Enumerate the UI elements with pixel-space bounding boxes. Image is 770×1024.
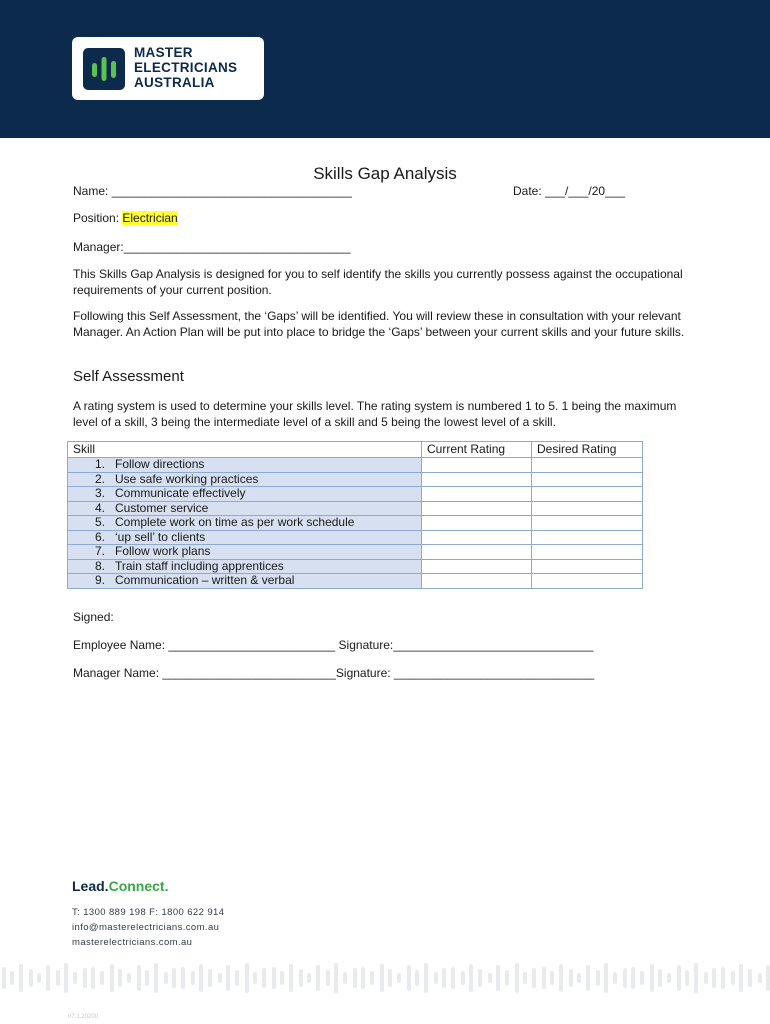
pattern-bar: [29, 969, 33, 987]
footer-bar-pattern: [0, 960, 770, 996]
desired-rating-cell[interactable]: [532, 472, 643, 487]
skill-cell: [68, 501, 422, 516]
position-value[interactable]: Electrician: [122, 211, 178, 225]
employee-signature-line[interactable]: Employee Name: _________________________ Signature:______________________________: [73, 638, 594, 652]
skill-cell: [68, 472, 422, 487]
pattern-bar: [451, 967, 455, 989]
table-row: [68, 530, 643, 545]
skills-table: [67, 441, 643, 589]
pattern-bar: [461, 971, 465, 985]
pattern-bar: [407, 965, 411, 991]
pattern-bar: [542, 967, 546, 989]
table-header-row: [68, 442, 643, 458]
pattern-bar: [245, 963, 249, 993]
pattern-bar: [73, 972, 77, 984]
pattern-bar: [307, 973, 311, 983]
pattern-bar: [343, 972, 347, 984]
pattern-bar: [569, 969, 573, 987]
pattern-bar: [145, 970, 149, 986]
gaps-paragraph: Following this Self Assessment, the ‘Gaps’ will be identified. You will review these in consultation with your relevant Manager. An Action Plan will be put into place to bridge the ‘Gaps’ between your current skills and your future skills.: [73, 309, 685, 339]
pattern-bar: [586, 965, 590, 991]
pattern-bar: [83, 968, 87, 988]
rating-paragraph: A rating system is used to determine your skills level. The rating system is numbered 1 to 5. 1 being the maximum level of a skill, 3 being the intermediate level of a skill and 5 being the lowest level of a skill.: [73, 399, 677, 429]
desired-rating-cell[interactable]: [532, 545, 643, 560]
pattern-bar: [397, 973, 401, 983]
pattern-bar: [218, 973, 222, 983]
current-rating-cell[interactable]: [422, 501, 532, 516]
pattern-bar: [37, 973, 41, 983]
pattern-bar: [2, 967, 6, 989]
pattern-bar: [469, 964, 473, 992]
current-rating-cell[interactable]: [422, 516, 532, 531]
skill-number: 5.: [94, 515, 105, 529]
current-rating-cell[interactable]: [422, 545, 532, 560]
pattern-bar: [505, 970, 509, 986]
pattern-bar: [415, 970, 419, 986]
pattern-bar: [46, 965, 50, 991]
pattern-bar: [127, 973, 131, 983]
logo-line-2: ELECTRICIANS: [134, 60, 238, 75]
logo-line-1: MASTER: [134, 45, 193, 60]
current-rating-cell[interactable]: [422, 472, 532, 487]
pattern-bar: [235, 970, 239, 986]
pattern-bar: [56, 970, 60, 986]
contact-email[interactable]: info@masterelectricians.com.au: [72, 922, 220, 933]
pattern-bar: [299, 969, 303, 987]
pattern-bar: [289, 964, 293, 992]
footer-tagline: [72, 878, 168, 894]
pattern-bar: [262, 968, 266, 988]
pattern-bar: [361, 967, 365, 989]
pattern-bar: [137, 965, 141, 991]
document-title: Skills Gap Analysis: [313, 164, 457, 183]
pattern-bar: [623, 968, 627, 988]
current-rating-cell[interactable]: [422, 530, 532, 545]
document-code: 07.1.20200: [68, 1014, 99, 1020]
desired-rating-column-header: Desired Rating: [532, 442, 643, 458]
skill-label: Communicate effectively: [115, 486, 246, 500]
skill-number: 8.: [94, 559, 105, 573]
pattern-bar: [721, 967, 725, 989]
signed-label: Signed:: [73, 610, 114, 624]
pattern-bar: [326, 970, 330, 986]
pattern-bar: [577, 973, 581, 983]
pattern-bar: [748, 969, 752, 987]
pattern-bar: [685, 970, 689, 986]
pattern-bar: [164, 972, 168, 984]
pattern-bar: [19, 964, 23, 992]
tagline-connect: Connect.: [108, 878, 169, 894]
logo-line-3: AUSTRALIA: [134, 75, 215, 90]
pattern-bar: [10, 971, 14, 985]
company-logo[interactable]: [72, 37, 264, 100]
current-rating-cell[interactable]: [422, 487, 532, 502]
skill-cell: [68, 545, 422, 560]
skill-number: 3.: [94, 486, 105, 500]
desired-rating-cell[interactable]: [532, 501, 643, 516]
pattern-bar: [731, 971, 735, 985]
pattern-bar: [704, 972, 708, 984]
table-row: [68, 487, 643, 502]
pattern-bar: [334, 963, 338, 993]
skill-label: Train staff including apprentices: [115, 559, 284, 573]
pattern-bar: [604, 963, 608, 993]
pattern-bar: [172, 968, 176, 988]
pattern-bar: [64, 963, 68, 993]
date-field[interactable]: Date: ___/___/20___: [513, 184, 626, 198]
table-row: [68, 472, 643, 487]
pattern-bar: [380, 964, 384, 992]
skill-number: 4.: [94, 501, 105, 515]
pattern-bar: [388, 969, 392, 987]
pattern-bar: [640, 971, 644, 985]
desired-rating-cell[interactable]: [532, 530, 643, 545]
current-rating-cell[interactable]: [422, 458, 532, 473]
name-field[interactable]: Name: ____________________________________: [73, 184, 352, 198]
pattern-bar: [488, 973, 492, 983]
pattern-bar: [181, 967, 185, 989]
skill-label: Follow directions: [115, 457, 205, 471]
header-band: [0, 0, 770, 138]
skill-label: Communication – written & verbal: [115, 573, 295, 587]
manager-signature-line[interactable]: Manager Name: __________________________Signature: ______________________________: [73, 666, 595, 680]
skill-column-header: Skill: [68, 442, 422, 458]
desired-rating-cell[interactable]: [532, 487, 643, 502]
pattern-bar: [694, 963, 698, 993]
contact-phone: T: 1300 889 198 F: 1800 622 914: [72, 907, 225, 918]
skill-cell: [68, 574, 422, 589]
logo-wordmark: [134, 45, 237, 90]
skill-cell: [68, 487, 422, 502]
skill-cell: [68, 458, 422, 473]
self-assessment-heading: Self Assessment: [73, 368, 184, 385]
pattern-bar: [424, 963, 428, 993]
pattern-bar: [110, 964, 114, 992]
intro-paragraph: This Skills Gap Analysis is designed for you to self identify the skills you currently possess against the occupational requirements of your current position.: [73, 267, 683, 297]
manager-field[interactable]: Manager:__________________________________: [73, 240, 351, 254]
skill-number: 7.: [94, 544, 105, 558]
pattern-bar: [91, 967, 95, 989]
tagline-lead: Lead.: [72, 878, 109, 894]
skill-number: 9.: [94, 573, 105, 587]
desired-rating-cell[interactable]: [532, 516, 643, 531]
pattern-bar: [677, 965, 681, 991]
skill-number: 2.: [94, 472, 105, 486]
table-row: [68, 574, 643, 589]
position-field: [73, 211, 178, 225]
skill-label: ‘up sell’ to clients: [115, 530, 206, 544]
pattern-bar: [613, 972, 617, 984]
desired-rating-cell[interactable]: [532, 559, 643, 574]
current-rating-cell[interactable]: [422, 574, 532, 589]
position-label: Position:: [73, 211, 123, 225]
table-row: [68, 516, 643, 531]
table-row: [68, 501, 643, 516]
skill-cell: [68, 516, 422, 531]
pattern-bar: [199, 964, 203, 992]
skill-label: Follow work plans: [115, 544, 211, 558]
pattern-bar: [766, 965, 770, 991]
pattern-bar: [100, 971, 104, 985]
pattern-bar: [280, 971, 284, 985]
pattern-bar: [253, 972, 257, 984]
contact-website[interactable]: masterelectricians.com.au: [72, 937, 193, 948]
pattern-bar: [758, 973, 762, 983]
pattern-bar: [667, 973, 671, 983]
pattern-bar: [523, 972, 527, 984]
pattern-bar: [272, 967, 276, 989]
pattern-bar: [550, 971, 554, 985]
pattern-bar: [559, 964, 563, 992]
pattern-bar: [532, 968, 536, 988]
table-row: [68, 559, 643, 574]
pattern-bar: [226, 965, 230, 991]
pattern-bar: [118, 969, 122, 987]
skill-cell: [68, 559, 422, 574]
skill-cell: [68, 530, 422, 545]
desired-rating-cell[interactable]: [532, 574, 643, 589]
current-rating-cell[interactable]: [422, 559, 532, 574]
pattern-bar: [515, 963, 519, 993]
pattern-bar: [370, 971, 374, 985]
pattern-bar: [739, 964, 743, 992]
pattern-bar: [353, 968, 357, 988]
pattern-bar: [596, 970, 600, 986]
pattern-bar: [478, 969, 482, 987]
current-rating-column-header: Current Rating: [422, 442, 532, 458]
pattern-bar: [658, 969, 662, 987]
table-row: [68, 545, 643, 560]
pattern-bar: [496, 965, 500, 991]
pattern-bar: [631, 967, 635, 989]
skill-number: 6.: [94, 530, 105, 544]
table-row: [68, 458, 643, 473]
skill-label: Complete work on time as per work schedule: [115, 515, 355, 529]
skill-number: 1.: [94, 457, 105, 471]
pattern-bar: [712, 968, 716, 988]
pattern-bar: [154, 963, 158, 993]
pattern-bar: [316, 965, 320, 991]
pattern-bar: [208, 969, 212, 987]
pattern-bar: [650, 964, 654, 992]
logo-bars-icon: [83, 48, 125, 90]
pattern-bar: [191, 971, 195, 985]
desired-rating-cell[interactable]: [532, 458, 643, 473]
skill-label: Customer service: [115, 501, 209, 515]
skill-label: Use safe working practices: [115, 472, 259, 486]
pattern-bar: [434, 972, 438, 984]
pattern-bar: [442, 968, 446, 988]
